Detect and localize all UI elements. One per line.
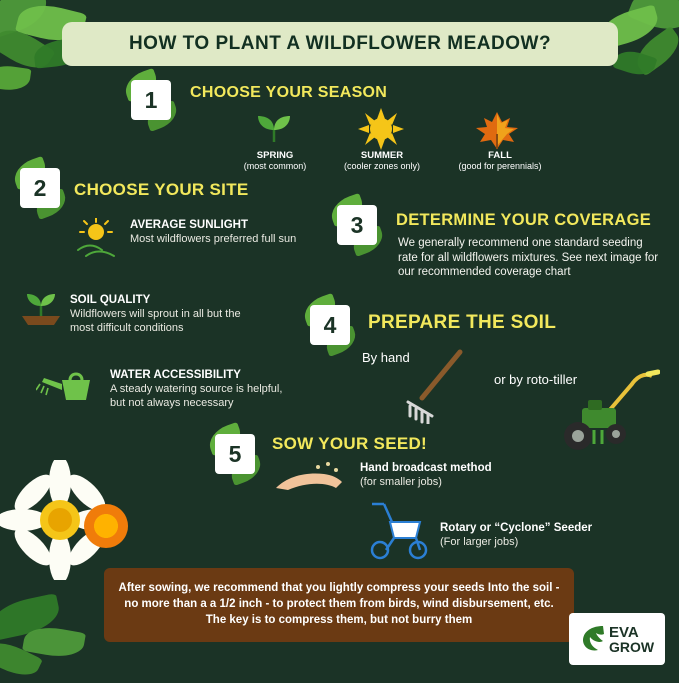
step-1-badge	[131, 80, 171, 120]
step-3-badge	[337, 205, 377, 245]
maple-leaf-icon	[474, 110, 520, 150]
brand-logo	[569, 613, 665, 665]
sun-icon	[358, 108, 404, 150]
step-5-number: 5	[215, 434, 255, 474]
marigold-flower-decoration	[84, 504, 128, 548]
step-2-title: CHOOSE YOUR SITE	[74, 180, 249, 199]
page-title: HOW TO PLANT A WILDFLOWER MEADOW?	[128, 33, 552, 54]
roto-tiller-icon	[548, 368, 660, 458]
footer-note-box	[104, 568, 574, 642]
watering-can-icon	[36, 368, 98, 406]
rake-icon	[398, 348, 478, 424]
seedling-icon	[252, 112, 296, 144]
step-3-number: 3	[337, 205, 377, 245]
water-accessibility-label: WATER ACCESSIBILITY	[110, 369, 241, 381]
rotary-seeder-note: (For larger jobs)	[440, 536, 519, 548]
roto-tiller-label: or by roto-tiller	[494, 372, 578, 387]
leaf-logo-icon	[580, 623, 606, 655]
step-4-badge	[310, 305, 350, 345]
spring-caption	[240, 150, 310, 171]
seed-spreader-icon	[356, 500, 436, 560]
summer-caption	[330, 150, 434, 171]
fall-label: FALL	[488, 150, 512, 161]
hand-broadcast-icon	[272, 458, 356, 498]
step-1-title: CHOOSE YOUR SEASON	[190, 84, 388, 101]
step-2-number: 2	[20, 168, 60, 208]
footer-note: After sowing, we recommend that you lightly compress your seeds Into the soil - no more than a a 1/2 inch - to protect them from birds, wind disbursement, etc. The key is to compress them, but not burry them	[118, 582, 560, 626]
step-5-title: SOW YOUR SEED!	[272, 434, 428, 453]
step-1-number: 1	[131, 80, 171, 120]
soil-quality-note: Wildflowers will sprout in all but the most difficult conditions	[70, 308, 241, 334]
soil-sprout-icon	[18, 284, 64, 326]
step-4-title: PREPARE THE SOIL	[368, 312, 557, 333]
step-4-number: 4	[310, 305, 350, 345]
title-banner	[62, 22, 618, 66]
hand-broadcast-note: (for smaller jobs)	[360, 476, 442, 488]
step-3-title: DETERMINE YOUR COVERAGE	[396, 211, 652, 229]
soil-quality-label: SOIL QUALITY	[70, 294, 151, 306]
fall-note: (good for perennials)	[458, 161, 542, 171]
logo-text	[609, 625, 654, 654]
average-sunlight-label: AVERAGE SUNLIGHT	[130, 219, 248, 231]
spring-label: SPRING	[256, 150, 294, 161]
summer-label: SUMMER	[360, 150, 404, 161]
logo-line-2: GROW	[608, 638, 655, 655]
step-5-badge	[215, 434, 255, 474]
logo-line-1: EVA	[608, 623, 639, 641]
sunlight-icon	[70, 218, 122, 258]
spring-note: (most common)	[243, 161, 307, 171]
average-sunlight-note: Most wildflowers preferred full sun	[130, 233, 297, 245]
step-3-body: We generally recommend one standard seeding rate for all wildflowers mixtures. See next image for our recommended coverage chart	[398, 237, 659, 279]
hand-broadcast-label: Hand broadcast method	[360, 462, 492, 474]
fall-caption	[448, 150, 552, 171]
summer-note: (cooler zones only)	[343, 161, 421, 171]
rotary-seeder-label: Rotary or “Cyclone” Seeder	[440, 522, 593, 534]
step-2-badge	[20, 168, 60, 208]
by-hand-label: By hand	[362, 350, 410, 365]
water-accessibility-note: A steady watering source is helpful, but not always necessary	[110, 383, 283, 409]
